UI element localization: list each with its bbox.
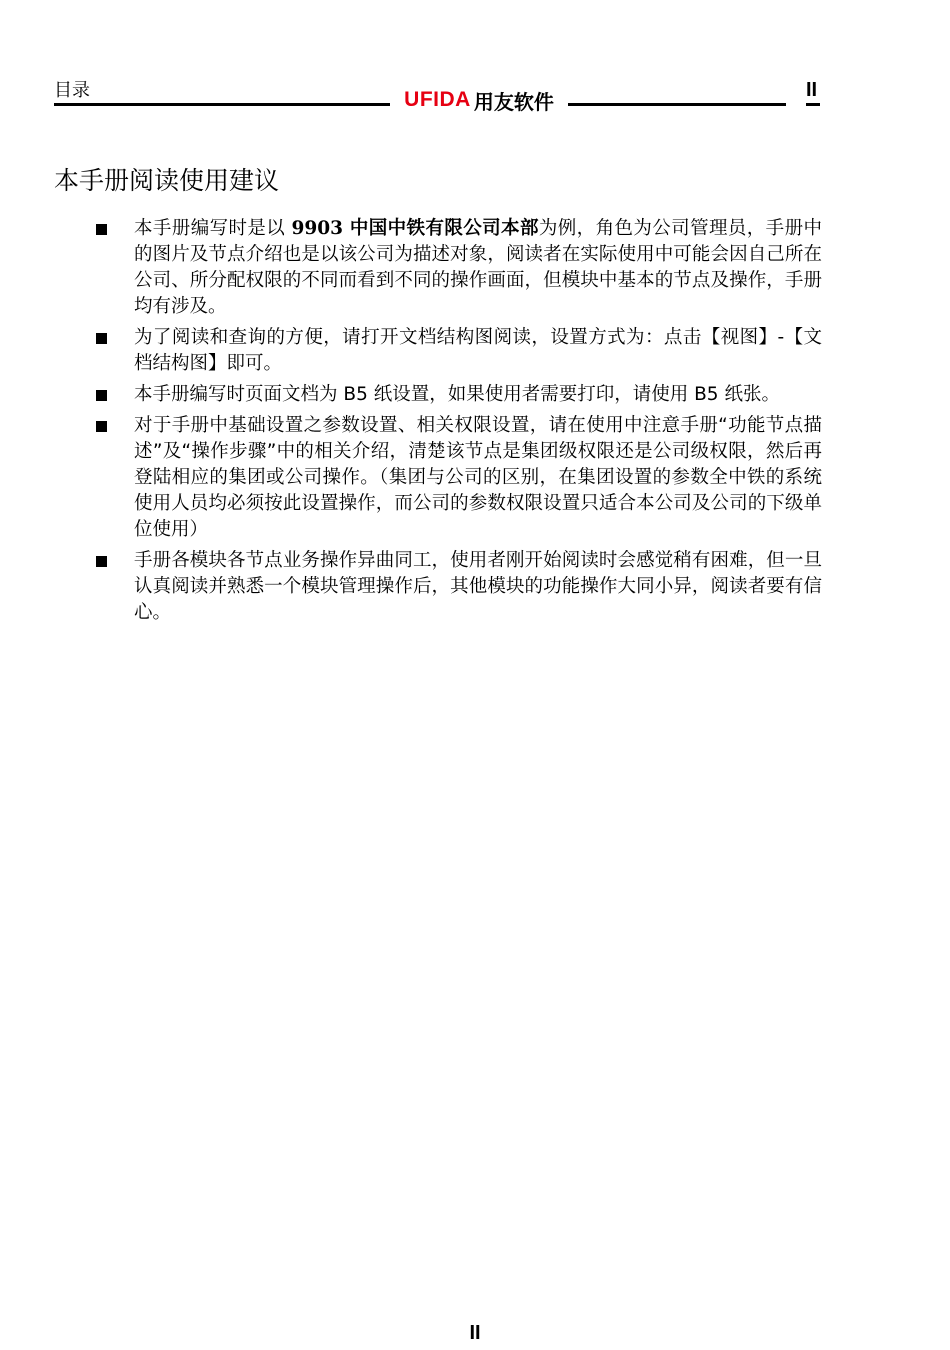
bullet-text-pre: 为了阅读和查询的方便，请打开文档结构图阅读，设置方式为：点击【视图】-【文档结构图】即可。: [134, 327, 822, 374]
header-page-underline: [806, 103, 820, 106]
bullet-text-pre: 对于手册中基础设置之参数设置、相关权限设置，请在使用中注意手册“功能节点描述”及“操作步骤”中的相关介绍，清楚该节点是集团级权限还是公司级权限，然后再登陆相应的集团或公司操作。（集团与公司的区别，在集团设置的参数全中铁的系统使用人员均必须按此设置操作，而公司的参数权限设置只适合本公司及公司的下级单位使用）: [134, 415, 822, 540]
logo-cn-text: 用友软件: [473, 89, 554, 114]
bullet-text-pre: 本手册编写时页面文档为 B5 纸设置，如果使用者需要打印，请使用 B5 纸张。: [134, 384, 780, 405]
list-item: [92, 413, 822, 543]
list-item: [92, 325, 822, 377]
header-section-label: 目录: [54, 80, 90, 101]
page-header: [54, 78, 822, 114]
footer-page-number: II: [469, 1322, 481, 1344]
section-title: 本手册阅读使用建议: [54, 166, 280, 195]
square-bullet-icon: [96, 390, 107, 401]
bullet-text-post: 为例，角色为公司管理员，手册中的图片及节点介绍也是以该公司为描述对象，阅读者在实际使用中可能会因自己所在公司、所分配权限的不同而看到不同的操作画面，但模块中基本的节点及操作，手册均有涉及。: [134, 218, 822, 317]
logo-brand-text: UFIDA: [404, 88, 471, 111]
header-rule-left: [54, 103, 390, 106]
header-rule-right: [568, 103, 786, 106]
list-item: [92, 216, 822, 320]
list-item: [92, 548, 822, 626]
bullet-text-bold: 9903 中国中铁有限公司本部: [291, 218, 539, 239]
square-bullet-icon: [96, 224, 107, 235]
ufida-logo: [390, 88, 568, 112]
bullet-text-pre: 手册各模块各节点业务操作异曲同工，使用者刚开始阅读时会感觉稍有困难，但一旦认真阅读并熟悉一个模块管理操作后，其他模块的功能操作大同小异，阅读者要有信心。: [134, 550, 822, 623]
bullet-text-pre: 本手册编写时是以: [134, 218, 292, 239]
square-bullet-icon: [96, 556, 107, 567]
header-page-number: II: [806, 79, 818, 101]
bullet-list: [92, 216, 822, 631]
square-bullet-icon: [96, 333, 107, 344]
square-bullet-icon: [96, 421, 107, 432]
list-item: [92, 382, 822, 408]
